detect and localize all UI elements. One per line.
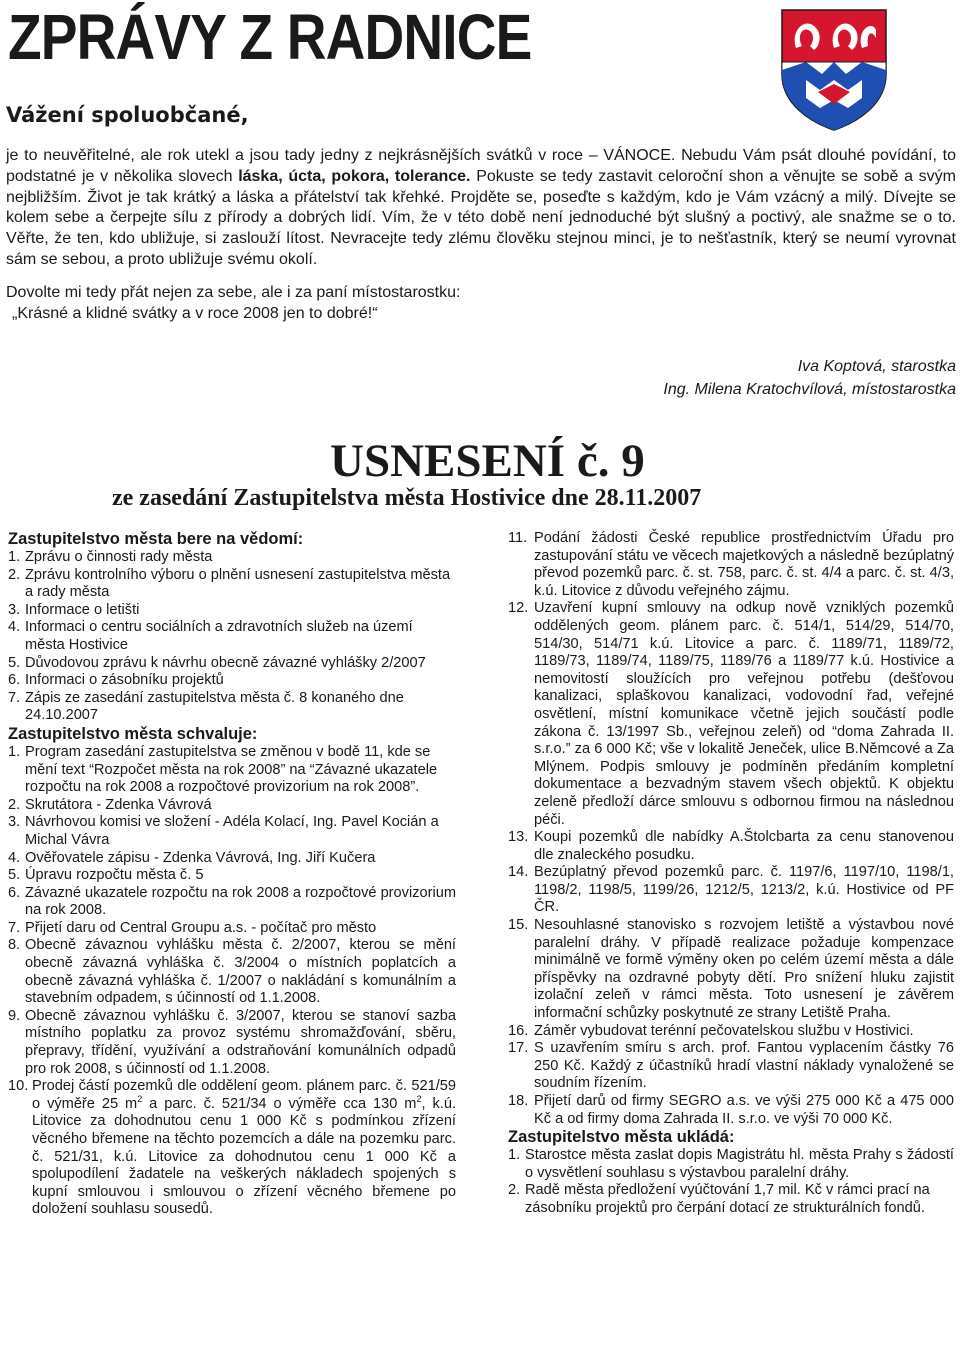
- item-number: 6.: [8, 884, 21, 901]
- resolution-subtitle: ze zasedání Zastupitelstva města Hostivice dne 28.11.2007: [112, 485, 702, 511]
- list-item: [8, 885, 456, 920]
- item-number: 15.: [508, 917, 529, 934]
- item-number: 7.: [8, 919, 21, 936]
- item-text: Závazné ukazatele rozpočtu na rok 2008 a rozpočtové provizorium na rok 2008.: [25, 884, 456, 919]
- list-item: [508, 829, 954, 864]
- item-text: Koupi pozemků dle nabídky A.Štolcbarta za cenu stanovenou dle znaleckého posudku.: [534, 829, 954, 863]
- item-text: Nesouhlasné stanovisko s rozvojem letiště a výstavbou nové paralelní dráhy. V případě realizace požaduje kompenzace minimálně ve formě výměny oken po celém území města a dále příspěvky na ozdravné pobyty dětí. Pro snížení hluku zajistit izolační zeleň v rámci města. Toto usnesení je závěrem informační schůzky poskytnuté ze strany Letiště Praha.: [534, 917, 954, 1022]
- item-number: 12.: [508, 600, 529, 617]
- intro-text-rest: Pokuste se tedy zastavit celoroční shon a věnujte se sobě a svým nejbližším. Život je tak krátký a láska a přátelství tak křehké. Projděte se, poseďte s každým, kdo je Vám vzácný a milý. Dívejte se kolem sebe a čerpejte sílu z přírody a dobrých lidí. Vím, že v této době není jednoduché být slušný a poctivý, ale snažme se o to. Věřte, že ten, kdo ubližuje, si zaslouží lítost. Nevracejte tedy zlému člověku stejnou minci, je to nešťastník, který se neumí vyrovnat sám se sebou, a proto ubližuje svému okolí.: [6, 167, 957, 268]
- right-column: [508, 530, 954, 1218]
- left-column: [8, 530, 456, 1219]
- superscript: 2: [416, 1093, 422, 1104]
- item-text: Úpravu rozpočtu města č. 5: [25, 867, 204, 884]
- item-text-part: Prodej částí pozemků dle oddělení geom. plánem parc. č. 521/59 o výměře 25 m: [32, 1078, 456, 1112]
- intro-wish-lead: Dovolte mi tedy přát nejen za sebe, ale i za paní místostarostku:: [6, 283, 461, 301]
- item-number: 6.: [8, 672, 21, 689]
- item-number: 9.: [8, 1007, 21, 1024]
- item-text: Obecně závaznou vyhlášku města č. 2/2007, kterou se mění obecně závazná vyhláška č. 3/2004 o místních poplatcích a obecně závazná vyhláška č. 1/2007 o nakládání s komunálním a stavebním odpadem, s účinností od 1.1.2008.: [25, 937, 456, 1007]
- list-item: [508, 1040, 954, 1093]
- item-text: Uzavření kupní smlouvy na odkup nově vzniklých pozemků oddělených geom. plánem parc. č. 514/1, 514/29, 514/70, 514/30, 514/71 k.ú. Litovice a parc. č. 1189/71, 1189/72, 1189/73, 1189/74, 1189/75, 1189/76 a 1189/77 k.ú. Hostivice a nemovitostí sloužících pro veřejnou potřebu (dešťovou kanalizaci, splaškovou kanalizaci, vodovodní řad, veřejné osvětlení, místní komunikace včetně jejich součástí podle zákona č. 13/1997 Sb., veřejnou zeleň) od “doma Zahrada II. s.r.o.” za 6 000 Kč; vše v lokalitě Jeneček, ulice B.Němcové a Za Mlýnem. Podpis smlouvy je podmíněn předáním kompletní dokumentace a bezvadným stavem všech objektů. K objektu zeleně předloží dárce smlouvu s odbornou firmou na následnou péči.: [534, 600, 954, 828]
- superscript: 2: [137, 1093, 143, 1104]
- item-number: 16.: [508, 1022, 529, 1039]
- item-number: 13.: [508, 829, 529, 846]
- intro-text-start: je to neuvěřitelné, ale rok utekl a jsou tady jedny z nejkrásnějších svátků v roce – VÁNOCE. Nebudu Vám psát dlouhé povídání, to podstatné je v několika slovech: [6, 147, 956, 185]
- intro-paragraph: [6, 146, 956, 271]
- item-text: Důvodovou zprávu k návrhu obecně závazné vyhlášky 2/2007: [25, 654, 426, 671]
- item-number: 2.: [508, 1182, 521, 1199]
- list-item: [8, 920, 456, 938]
- item-number: 1.: [8, 743, 21, 760]
- list-item: [508, 530, 954, 600]
- item-text: Starostce města zaslat dopis Magistrátu hl. města Prahy s žádostí o vysvětlení souhlasu s výstavbou paralelní dráhy.: [525, 1147, 954, 1181]
- item-text: Radě města předložení vyúčtování 1,7 mil. Kč v rámci prací na zásobníku projektů pro čerpání dotací ze strukturálních fondů.: [525, 1182, 930, 1216]
- town-coat-of-arms-icon: [776, 4, 892, 134]
- item-text: S uzavřením smíru s arch. prof. Fantou vyplacením částky 76 250 Kč. Každý z účastníků hradí vlastní náklady vynaložené se soudním řízením.: [534, 1040, 954, 1092]
- list-item: [8, 655, 456, 673]
- intro-values: láska, úcta, pokora, tolerance.: [238, 167, 471, 185]
- list-item: [8, 567, 456, 602]
- item-text: Informaci o zásobníku projektů: [25, 672, 224, 689]
- item-number: 10.: [8, 1078, 29, 1095]
- list-item: [508, 917, 954, 1023]
- item-text: Skrutátora - Zdenka Vávrová: [25, 796, 212, 813]
- item-number: 7.: [8, 689, 21, 706]
- masthead-title: ZPRÁVY Z RADNICE: [8, 1, 532, 73]
- resolution-title: USNESENÍ č. 9: [330, 435, 645, 487]
- item-text: Informace o letišti: [25, 601, 140, 618]
- list-item: [8, 744, 456, 797]
- list-item: [508, 864, 954, 917]
- section-heading-notes: Zastupitelstvo města bere na vědomí:: [8, 530, 304, 548]
- list-item: [508, 1147, 954, 1182]
- item-text: Zápis ze zasedání zastupitelstva města č. 8 konaného dne 24.10.2007: [25, 689, 404, 724]
- item-number: 4.: [8, 849, 21, 866]
- list-item: [508, 1023, 954, 1041]
- item-text: Program zasedání zastupitelstva se změnou v bodě 11, kde se mění text “Rozpočet města na rok 2008” na “Závazné ukazatele rozpočtu na rok 2008 a rozpočtové provizorium na rok 2008”.: [25, 743, 438, 796]
- intro-wish-quote: „Krásné a klidné svátky a v roce 2008 jen to dobré!“: [12, 304, 378, 322]
- list-item: [8, 1008, 456, 1078]
- item-text: Záměr vybudovat terénní pečovatelskou službu v Hostivici.: [534, 1022, 914, 1039]
- item-text: Zprávu o činnosti rady města: [25, 549, 213, 565]
- item-number: 1.: [508, 1147, 521, 1164]
- list-item: [8, 797, 456, 815]
- item-number: 2.: [8, 566, 21, 583]
- item-text: Informaci o centru sociálních a zdravotních služeb na území města Hostivice: [25, 619, 413, 653]
- list-item: [8, 1078, 456, 1219]
- item-text: Přijetí daru od Central Groupu a.s. - počítač pro město: [25, 919, 377, 936]
- item-number: 8.: [8, 937, 21, 954]
- item-number: 3.: [8, 814, 21, 831]
- list-item: [8, 619, 456, 654]
- list-item: [8, 814, 456, 849]
- section-heading-approves: Zastupitelstvo města schvaluje:: [8, 724, 258, 743]
- item-text: Ověřovatele zápisu - Zdenka Vávrová, Ing. Jiří Kučera: [25, 849, 376, 866]
- item-text: Obecně závaznou vyhlášku č. 3/2007, kterou se stanoví sazba místního poplatku za provoz systému shromažďování, sběru, přepravy, třídění, využívání a odstraňování komunálních odpadů pro rok 2008, s účinností od 1.1.2008.: [25, 1007, 456, 1077]
- item-text: Bezúplatný převod pozemků parc. č. 1197/6, 1197/10, 1198/1, 1198/2, 1198/5, 1199/26, 1212/5, 1213/2, k.ú. Hostivice od PF ČR.: [534, 864, 954, 916]
- item-text-part: , k.ú. Litovice za dohodnutou cenu 1 000 Kč s podmínkou zřízení věcného břemene na těchto pozemcích a dále na pozemku parc. č. 521/31, k.ú. Litovice za dohodnutou cenu 1 000 Kč a spolupodílení žadatele na veškerých nákladech spojených s kupní smlouvou i smlouvou o zřízení věcného břemene po doložení souhlasu sousedů.: [32, 1095, 457, 1218]
- item-text-part: a parc. č. 521/34 o výměře cca 130 m: [142, 1095, 417, 1112]
- list-item: [508, 1093, 954, 1128]
- list-item: [508, 1182, 954, 1217]
- list-item: [8, 672, 456, 690]
- intro-letter: [6, 146, 956, 324]
- item-text: Přijetí darů od firmy SEGRO a.s. ve výši 275 000 Kč a 475 000 Kč a od firmy doma Zahrada II. s.r.o. ve výši 70 000 Kč.: [534, 1093, 954, 1127]
- item-text: Podání žádosti České republice prostřednictvím Úřadu pro zastupování státu ve věcech majetkových a následně bezúplatný převod pozemků parc. č. st. 758, parc. č. st. 4/4 a parc. č. st. 4/3, k.ú. Litovice z důvodu veřejného zájmu.: [534, 530, 954, 599]
- item-number: 11.: [508, 530, 528, 546]
- item-number: 5.: [8, 867, 21, 884]
- item-number: 14.: [508, 864, 529, 881]
- item-text: Návrhovou komisi ve složení - Adéla Kolací, Ing. Pavel Kocián a Michal Vávra: [25, 814, 439, 848]
- list-item: [8, 937, 456, 1007]
- item-number: 5.: [8, 654, 21, 671]
- item-number: 4.: [8, 619, 21, 636]
- item-number: 2.: [8, 796, 21, 813]
- item-number: 18.: [508, 1093, 529, 1109]
- list-item: [8, 690, 456, 725]
- signature-mayor: Iva Koptová, starostka: [797, 358, 956, 375]
- greeting-heading: Vážení spoluobčané,: [6, 103, 249, 127]
- item-number: 1.: [8, 549, 21, 565]
- list-item: [8, 549, 456, 567]
- section-heading-tasks: Zastupitelstvo města ukládá:: [508, 1128, 735, 1147]
- list-item: [8, 602, 456, 620]
- item-number: 17.: [508, 1040, 529, 1057]
- item-number: 3.: [8, 601, 21, 618]
- list-item: [8, 850, 456, 868]
- list-item: [508, 600, 954, 829]
- item-text: [32, 1078, 456, 1219]
- item-text: Zprávu kontrolního výboru o plnění usnesení zastupitelstva města a rady města: [25, 566, 451, 601]
- list-item: [8, 867, 456, 885]
- signature-deputy-mayor: Ing. Milena Kratochvílová, místostarostka: [663, 381, 956, 398]
